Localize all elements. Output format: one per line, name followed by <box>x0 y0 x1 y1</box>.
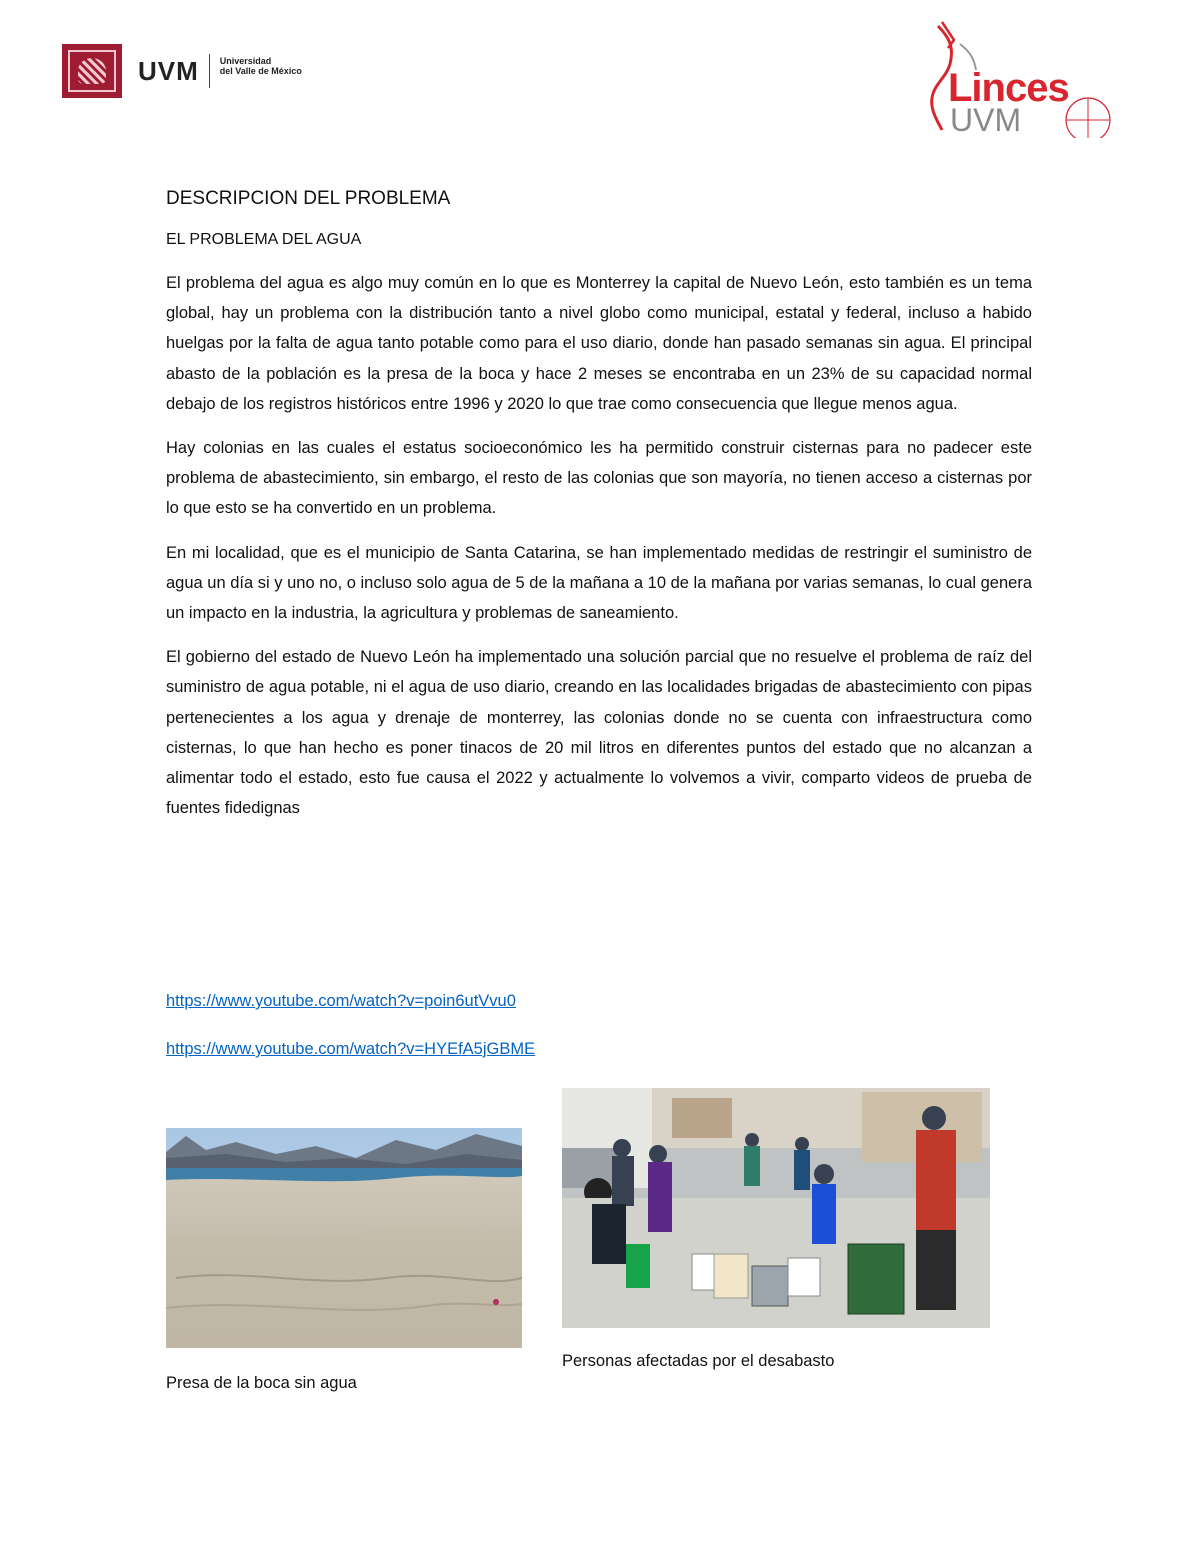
uvm-seal-icon <box>62 44 122 98</box>
uvm-brand: UVM <box>138 55 199 86</box>
paragraph-1: El problema del agua es algo muy común en lo que es Monterrey la capital de Nuevo León, esto también es un tema global, hay un problema con la distribución tanto a nivel globo como municipal, estatal y federal, incluso a habido huelgas por la falta de agua tanto potable como para el uso diario, donde han pasado semanas sin agua. El principal abasto de la población es la presa de la boca y hace 2 meses se encontraba en un 23% de su capacidad normal debajo de los registros históricos entre 1996 y 2020 lo que trae como consecuencia que llegue menos agua. <box>166 274 1032 413</box>
university-line-2: del Valle de México <box>219 66 302 76</box>
paragraph-4: El gobierno del estado de Nuevo León ha implementado una solución parcial que no resuelve el problema de raíz del suministro de agua potable, ni el agua de uso diario, creando en las localidades brigadas de abastecimiento con pipas pertenecientes a los agua y drenaje de monterrey, las colonias donde no se cuenta con infraestructura como cisternas, lo que han hecho es poner tinacos de 20 mil litros en diferentes puntos del estado que no alcanzan a alimentar todo el estado, esto fue causa el 2022 y actualmente lo volvemos a vivir, comparto videos de prueba de fuentes fidedignas <box>166 648 1032 818</box>
figure-caption-1: Presa de la boca sin agua <box>166 1374 357 1392</box>
youtube-link-2[interactable]: https://www.youtube.com/watch?v=HYEfA5jGBME <box>166 1040 536 1058</box>
water-line-photo <box>562 1088 990 1328</box>
logo-divider <box>209 54 210 88</box>
document-title: DESCRIPCION DEL PROBLEMA <box>166 188 451 209</box>
document-body <box>166 184 1032 823</box>
section-subtitle: EL PROBLEMA DEL AGUA <box>166 231 362 248</box>
youtube-link-1[interactable]: https://www.youtube.com/watch?v=poin6utVvu0 <box>166 992 516 1010</box>
logo-fine-print <box>220 76 302 86</box>
reservoir-photo <box>166 1128 522 1348</box>
figure-caption-2: Personas afectadas por el desabasto <box>562 1352 835 1370</box>
university-line-1: Universidad <box>219 56 272 66</box>
linces-uvm-wordmark: UVM <box>950 102 1022 138</box>
paragraph-3: En mi localidad, que es el municipio de Santa Catarina, se han implementado medidas de restringir el suministro de agua un día si y uno no, o incluso solo agua de 5 de la mañana a 10 de la mañana por varias semanas, lo cual genera un impacto en la industria, la agricultura y problemas de saneamiento. <box>166 543 1032 623</box>
uvm-logo <box>62 44 302 98</box>
linces-wordmark: Linces <box>948 66 1069 110</box>
linces-logo <box>920 18 1120 138</box>
paragraph-2: Hay colonias en las cuales el estatus socioeconómico les ha permitido construir cisternas para no padecer este problema de abastecimiento, sin embargo, el resto de las colonias que son mayoría, no tienen acceso a cisternas por lo que esto se ha convertido en un problema. <box>166 439 1032 518</box>
university-name <box>220 56 302 86</box>
